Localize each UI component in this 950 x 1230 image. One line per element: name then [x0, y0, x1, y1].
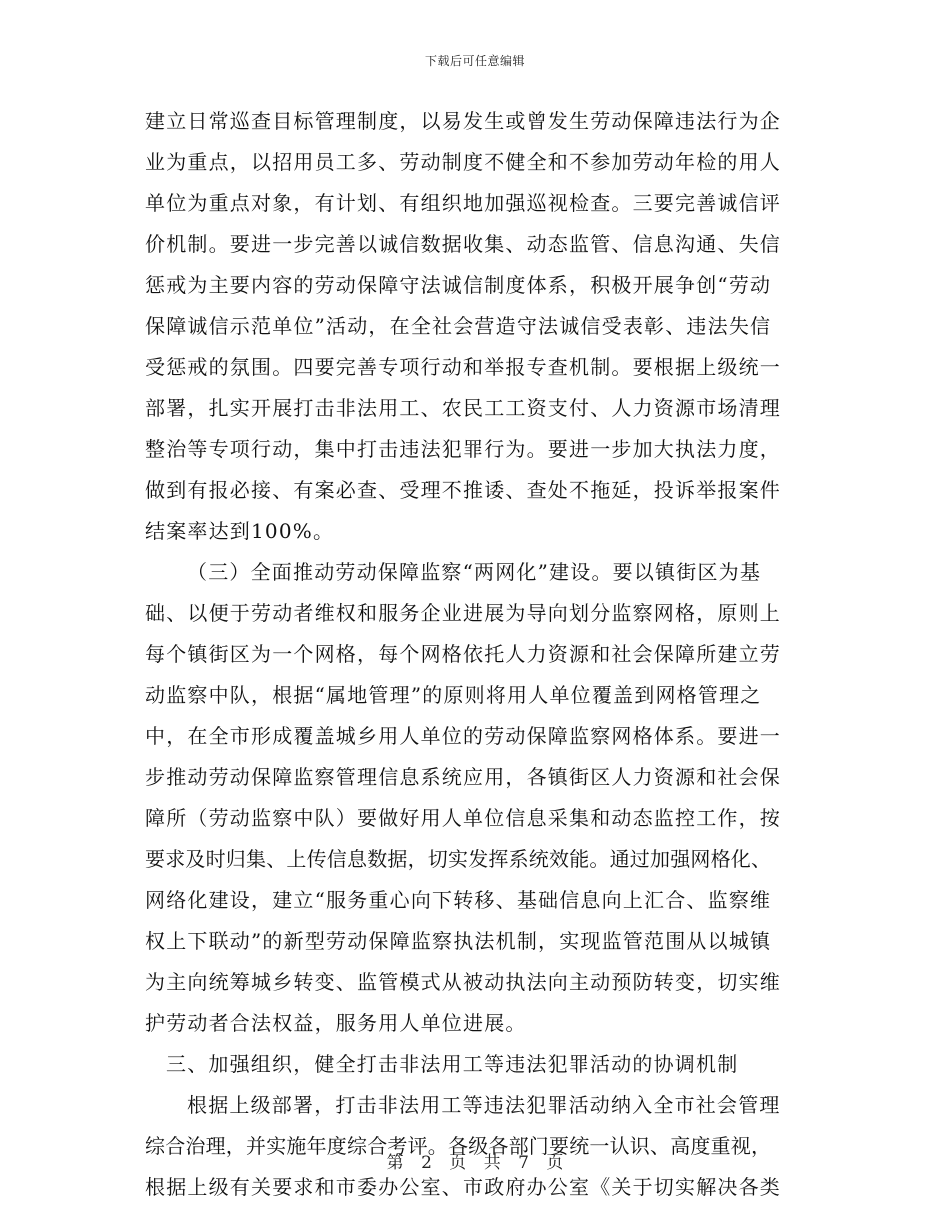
footer-suffix: 页	[546, 1153, 564, 1173]
body-line: 惩戒为主要内容的劳动保障守法诚信制度体系，积极开展争创“劳动	[145, 273, 772, 297]
body-line: 步推动劳动保障监察管理信息系统应用，各镇街区人力资源和社会保	[145, 765, 781, 789]
body-line: 单位为重点对象，有计划、有组织地加强巡视检查。三要完善诚信评	[145, 191, 781, 215]
body-line: 整治等专项行动，集中打击违法犯罪行为。要进一步加大执法力度，	[145, 437, 781, 461]
total-page-number: 7	[518, 1153, 529, 1173]
body-line: 根据上级有关要求和市委办公室、市政府办公室《关于切实解决各类	[145, 1175, 781, 1199]
body-line: 受惩戒的氛围。四要完善专项行动和举报专查机制。要根据上级统一	[145, 355, 781, 379]
body-line: 护劳动者合法权益，服务用人单位进展。	[145, 1011, 527, 1035]
body-line: 网络化建设，建立“服务重心向下转移、基础信息向上汇合、监察维	[145, 888, 772, 912]
body-line: 为主向统筹城乡转变、监管模式从被动执法向主动预防转变，切实维	[145, 970, 781, 994]
body-line: 每个镇街区为一个网格，每个网格依托人力资源和社会保障所建立劳	[145, 642, 781, 666]
body-line: 权上下联动”的新型劳动保障监察执法机制，实现监管范围从以城镇	[145, 929, 772, 953]
footer-page-word: 页	[449, 1153, 467, 1173]
body-line: 建立日常巡查目标管理制度，以易发生或曾发生劳动保障违法行为企	[145, 109, 781, 133]
body-line: 中，在全市形成覆盖城乡用人单位的劳动保障监察网格体系。要进一	[145, 724, 781, 748]
body-line: 障所（劳动监察中队）要做好用人单位信息采集和动态监控工作，按	[145, 806, 781, 830]
document-body	[145, 101, 805, 1208]
body-line: 业为重点，以招用员工多、劳动制度不健全和不参加劳动年检的用人	[145, 150, 781, 174]
body-line: 做到有报必接、有案必查、受理不推诿、查处不拖延，投诉举报案件	[145, 478, 781, 502]
body-line: 价机制。要进一步完善以诚信数据收集、动态监管、信息沟通、失信	[145, 232, 781, 256]
page-header-note: 下载后可任意编辑	[424, 54, 525, 68]
paragraph-start: 根据上级部署，打击非法用工等违法犯罪活动纳入全市社会管理	[187, 1093, 781, 1117]
body-line: 部署，扎实开展打击非法用工、农民工工资支付、人力资源市场清理	[145, 396, 781, 420]
body-line: 综合治理，并实施年度综合考评。各级各部门要统一认识、高度重视，	[145, 1134, 772, 1158]
body-line: 要求及时归集、上传信息数据，切实发挥系统效能。通过加强网格化、	[145, 847, 772, 871]
body-line: 动监察中队，根据“属地管理”的原则将用人单位覆盖到网格管理之	[145, 683, 762, 707]
footer-prefix: 第	[386, 1153, 404, 1173]
section-heading: 三、加强组织，健全打击非法用工等违法犯罪活动的协调机制	[166, 1052, 739, 1076]
footer-total-word: 共	[483, 1153, 501, 1173]
body-line: 础、以便于劳动者维权和服务企业进展为导向划分监察网格，原则上	[145, 601, 781, 625]
section-paragraph-start: （三）全面推动劳动保障监察“两网化”建设。要以镇街区为基	[187, 560, 762, 584]
current-page-number: 2	[421, 1153, 432, 1173]
body-line: 结案率达到100%。	[145, 519, 335, 543]
page-number-footer	[0, 1148, 950, 1173]
body-line: 保障诚信示范单位”活动，在全社会营造守法诚信受表彰、违法失信	[145, 314, 772, 338]
